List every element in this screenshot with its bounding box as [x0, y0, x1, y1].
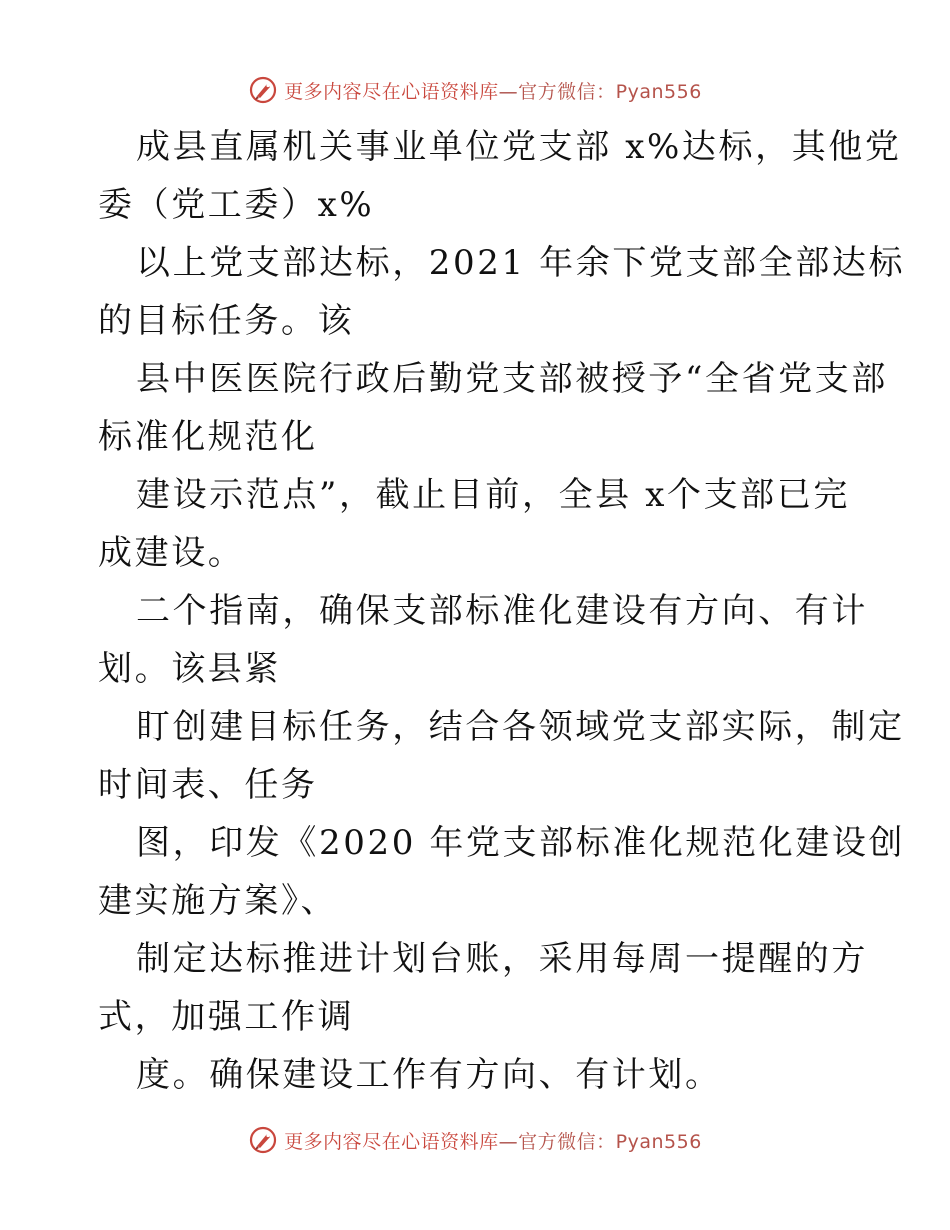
paragraph-line: 建实施方案》、 [98, 881, 338, 921]
header-banner [0, 72, 950, 108]
paragraph [0, 698, 950, 814]
paragraph [0, 234, 950, 350]
paragraph-line: 划。该县紧 [98, 649, 281, 689]
paragraph-line: 式，加强工作调 [98, 997, 355, 1037]
footer-banner-text [284, 1127, 702, 1154]
paragraph-line: 以上党支部达标，2021 年余下党支部全部达标 [136, 243, 906, 283]
paragraph-line: 成县直属机关事业单位党支部 x%达标，其他党 [136, 127, 902, 167]
paragraph-line: 盯创建目标任务，结合各领域党支部实际，制定 [136, 707, 905, 747]
paragraph [0, 118, 950, 234]
footer-banner-separator: — [498, 1130, 519, 1153]
paragraph-line: 图，印发《2020 年党支部标准化规范化建设创 [136, 823, 906, 863]
paragraph-line: 标准化规范化 [98, 417, 318, 457]
footer-banner-wechat: 官方微信：Pyan556 [518, 1130, 702, 1153]
paragraph-line: 二个指南，确保支部标准化建设有方向、有计 [136, 591, 868, 631]
pen-nib-logo-icon [248, 75, 278, 105]
paragraph-line: 时间表、任务 [98, 765, 318, 805]
paragraph [0, 466, 950, 582]
header-banner-wechat: 官方微信：Pyan556 [518, 80, 702, 103]
document-body [0, 118, 950, 1104]
header-banner-separator: — [498, 80, 519, 103]
paragraph-line: 的目标任务。该 [98, 301, 355, 341]
pen-nib-logo-icon [248, 1125, 278, 1155]
paragraph-line: 委（党工委）x% [98, 185, 375, 225]
paragraph [0, 350, 950, 466]
paragraph [0, 582, 950, 698]
paragraph [0, 1046, 950, 1104]
paragraph-line: 建设示范点”，截止目前，全县 x个支部已完 [136, 475, 850, 515]
footer-banner [0, 1122, 950, 1158]
footer-banner-main: 更多内容尽在心语资料库 [284, 1130, 499, 1153]
paragraph [0, 930, 950, 1046]
header-banner-text [284, 77, 702, 104]
paragraph-line: 县中医医院行政后勤党支部被授予“全省党支部 [136, 359, 888, 399]
paragraph-line: 度。确保建设工作有方向、有计划。 [136, 1055, 722, 1095]
paragraph [0, 814, 950, 930]
header-banner-main: 更多内容尽在心语资料库 [284, 80, 499, 103]
paragraph-line: 制定达标推进计划台账，采用每周一提醒的方 [136, 939, 868, 979]
paragraph-line: 成建设。 [98, 533, 245, 573]
